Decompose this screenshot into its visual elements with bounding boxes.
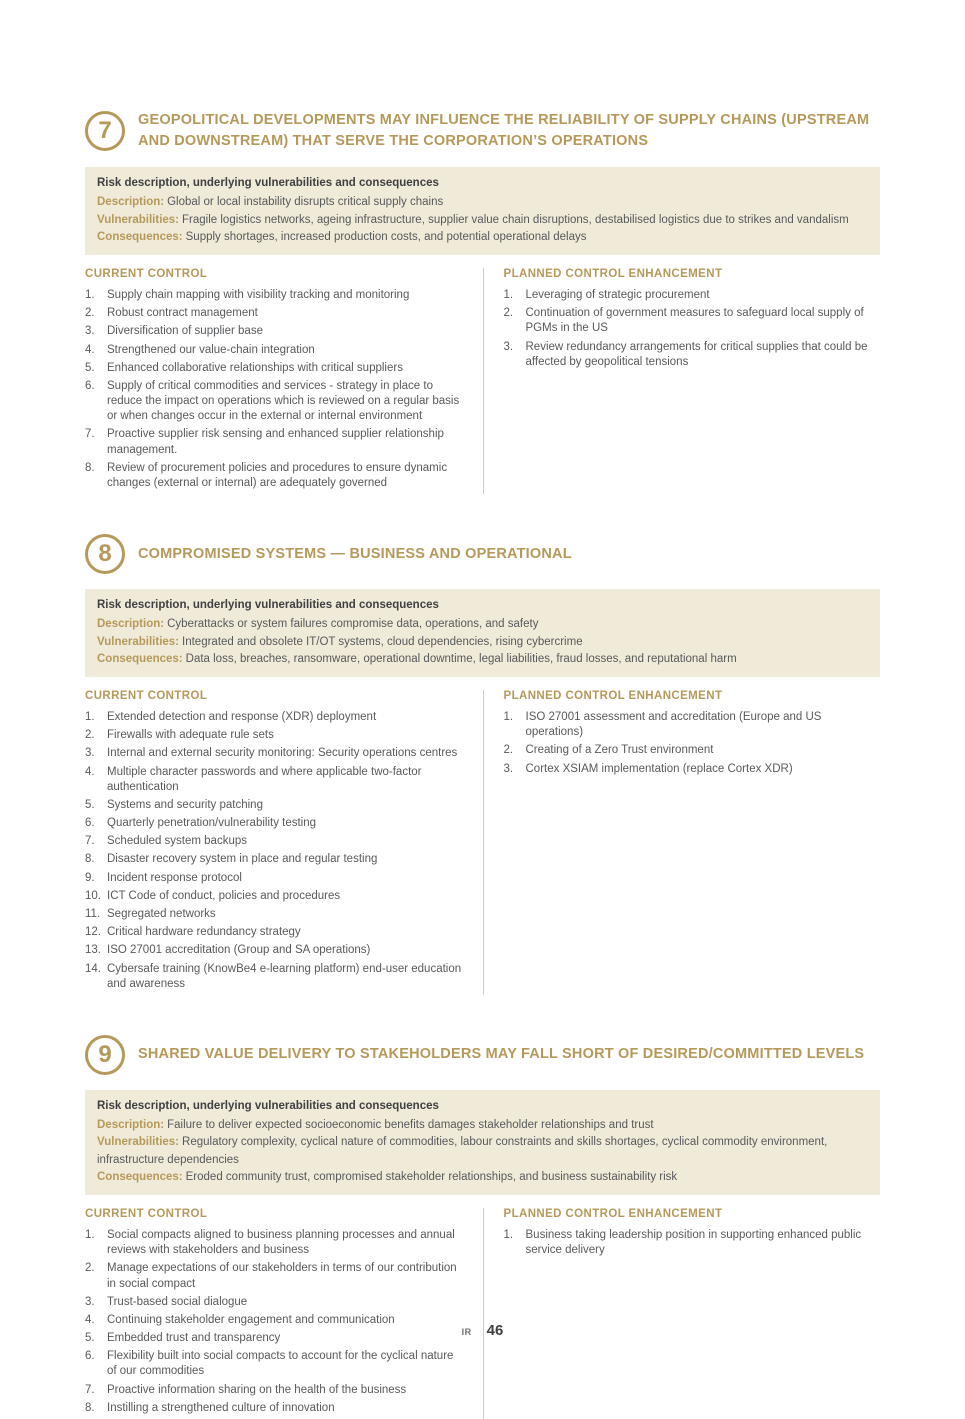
control-list-item: Systems and security patching [107, 798, 263, 811]
current-control-column [85, 690, 483, 995]
risk-description-line [97, 616, 868, 633]
vulnerabilities-text: Integrated and obsolete IT/OT systems, cloud dependencies, rising cybercrime [182, 635, 583, 648]
control-list-item: ISO 27001 accreditation (Group and SA operations) [107, 944, 371, 957]
control-list-item: Business taking leadership position in supporting enhanced public service delivery [525, 1229, 862, 1257]
vulnerabilities-text: Regulatory complexity, cyclical nature of commodities, labour constraints and skills shortages, cyclical commodity environment, infrastructure dependencies [97, 1136, 828, 1166]
control-list-item: Supply chain mapping with visibility tracking and monitoring [107, 289, 410, 302]
control-list-item: Leveraging of strategic procurement [525, 289, 710, 302]
risk-description-line [97, 194, 868, 211]
control-list-item: Manage expectations of our stakeholders in terms of our contribution in social compact [107, 1262, 457, 1290]
control-list-item: Trust-based social dialogue [107, 1295, 248, 1308]
risk-consequences-line [97, 651, 868, 668]
controls-columns [85, 690, 880, 995]
consequences-label: Consequences: [97, 230, 183, 243]
planned-control-header: PLANNED CONTROL ENHANCEMENT [503, 268, 723, 281]
section-title: COMPROMISED SYSTEMS — BUSINESS AND OPERATIONAL [138, 545, 572, 562]
current-control-column [85, 1208, 483, 1419]
risk-number: 7 [98, 117, 112, 145]
control-list-item: Critical hardware redundancy strategy [107, 926, 301, 939]
footer-page-number: 46 [486, 1322, 504, 1339]
section-title: SHARED VALUE DELIVERY TO STAKEHOLDERS MAY FALL SHORT OF DESIRED/COMMITTED LEVELS [138, 1046, 865, 1063]
risk-section-8 [85, 534, 880, 995]
risk-number-badge [85, 1035, 125, 1075]
section-title: GEOPOLITICAL DEVELOPMENTS MAY INFLUENCE THE RELIABILITY OF SUPPLY CHAINS (UPSTREAM AND DOWNSTREAM) THAT SERVE THE CORPORATION’S OPERATIONS [138, 112, 870, 150]
control-list-item: Extended detection and response (XDR) deployment [107, 711, 377, 724]
consequences-label: Consequences: [97, 652, 183, 665]
control-list-item: Robust contract management [107, 307, 258, 320]
section-header [85, 1035, 880, 1075]
planned-control-header: PLANNED CONTROL ENHANCEMENT [503, 1208, 723, 1221]
consequences-label: Consequences: [97, 1170, 183, 1183]
control-list-item: Incident response protocol [107, 871, 242, 884]
footer-report-label: IR [461, 1327, 472, 1337]
control-list-item: Review of procurement policies and procedures to ensure dynamic changes (external or internal) are adequately governed [107, 461, 448, 489]
control-list-item: Firewalls with adequate rule sets [107, 729, 274, 742]
risk-number-badge [85, 111, 125, 151]
vulnerabilities-label: Vulnerabilities: [97, 213, 180, 226]
risk-section-7 [85, 110, 880, 494]
risk-number-badge [85, 534, 125, 574]
control-list-item: Review redundancy arrangements for critical supplies that could be affected by geopolitical tensions [525, 340, 868, 368]
current-control-list [85, 288, 463, 491]
risk-box-header: Risk description, underlying vulnerabilities and consequences [97, 599, 439, 612]
planned-control-list [504, 1228, 881, 1258]
current-control-header: CURRENT CONTROL [85, 268, 208, 281]
current-control-column [85, 268, 483, 494]
planned-control-header: PLANNED CONTROL ENHANCEMENT [503, 690, 723, 703]
risk-section-9 [85, 1035, 880, 1419]
controls-columns [85, 268, 880, 494]
control-list-item: Multiple character passwords and where applicable two-factor authentication [107, 765, 422, 793]
section-header [85, 534, 880, 574]
vulnerabilities-label: Vulnerabilities: [97, 1136, 180, 1149]
control-list-item: Proactive supplier risk sensing and enhanced supplier relationship management. [107, 428, 444, 456]
planned-control-list [504, 288, 881, 370]
control-list-item: Proactive information sharing on the health of the business [107, 1383, 407, 1396]
risk-vulnerabilities-line [97, 1134, 868, 1169]
consequences-text: Data loss, breaches, ransomware, operational downtime, legal liabilities, fraud losses, and reputational harm [185, 652, 737, 665]
control-list-item: Supply of critical commodities and services - strategy in place to reduce the impact on operations which is reviewed on a regular basis or when changes occur in the external or internal environment [107, 379, 460, 423]
page-footer [0, 1322, 965, 1339]
risk-number: 8 [98, 540, 112, 568]
description-label: Description: [97, 196, 165, 209]
planned-control-list [504, 710, 881, 777]
control-list-item: Diversification of supplier base [107, 325, 263, 338]
risk-description-box [85, 1090, 880, 1195]
controls-columns [85, 1208, 880, 1419]
control-list-item: Continuation of government measures to safeguard local supply of PGMs in the US [525, 307, 864, 335]
control-list-item: Cortex XSIAM implementation (replace Cortex XDR) [525, 762, 793, 775]
control-list-item: Social compacts aligned to business planning processes and annual reviews with stakeholders and business [107, 1229, 455, 1257]
control-list-item: Flexibility built into social compacts to account for the cyclical nature of our commodities [107, 1350, 454, 1378]
planned-control-column [483, 1208, 881, 1419]
control-list-item: Continuing stakeholder engagement and communication [107, 1313, 395, 1326]
risk-consequences-line [97, 1169, 868, 1186]
risk-number: 9 [98, 1040, 112, 1068]
control-list-item: Instilling a strengthened culture of innovation [107, 1401, 335, 1414]
risk-description-line [97, 1117, 868, 1134]
risk-description-box [85, 167, 880, 255]
control-list-item: Creating of a Zero Trust environment [525, 744, 714, 757]
control-list-item: Strengthened our value-chain integration [107, 343, 315, 356]
vulnerabilities-text: Fragile logistics networks, ageing infrastructure, supplier value chain disruptions, destabilised logistics due to strikes and vandalism [182, 213, 849, 226]
control-list-item: ICT Code of conduct, policies and procedures [107, 889, 341, 902]
risk-consequences-line [97, 229, 868, 246]
description-text: Cyberattacks or system failures compromise data, operations, and safety [167, 618, 539, 631]
control-list-item: Segregated networks [107, 907, 216, 920]
control-list-item: Enhanced collaborative relationships with critical suppliers [107, 361, 403, 374]
control-list-item: Embedded trust and transparency [107, 1332, 281, 1345]
risk-vulnerabilities-line [97, 634, 868, 651]
control-list-item: Quarterly penetration/vulnerability testing [107, 817, 317, 830]
description-text: Global or local instability disrupts critical supply chains [167, 196, 444, 209]
control-list-item: Cybersafe training (KnowBe4 e-learning platform) end-user education and awareness [107, 962, 462, 990]
current-control-header: CURRENT CONTROL [85, 1208, 208, 1221]
current-control-list [85, 710, 463, 992]
section-header [85, 110, 880, 152]
control-list-item: Internal and external security monitoring: Security operations centres [107, 747, 458, 760]
planned-control-column [483, 690, 881, 995]
control-list-item: ISO 27001 assessment and accreditation (Europe and US operations) [525, 711, 822, 739]
control-list-item: Scheduled system backups [107, 835, 247, 848]
vulnerabilities-label: Vulnerabilities: [97, 635, 180, 648]
planned-control-column [483, 268, 881, 494]
description-label: Description: [97, 618, 165, 631]
risk-vulnerabilities-line [97, 212, 868, 229]
consequences-text: Supply shortages, increased production costs, and potential operational delays [185, 230, 587, 243]
consequences-text: Eroded community trust, compromised stakeholder relationships, and business sustainability risk [185, 1170, 678, 1183]
risk-description-box [85, 589, 880, 677]
description-label: Description: [97, 1119, 165, 1132]
risk-box-header: Risk description, underlying vulnerabilities and consequences [97, 177, 439, 190]
control-list-item: Disaster recovery system in place and regular testing [107, 853, 378, 866]
risk-box-header: Risk description, underlying vulnerabilities and consequences [97, 1099, 439, 1112]
current-control-header: CURRENT CONTROL [85, 690, 208, 703]
description-text: Failure to deliver expected socioeconomic benefits damages stakeholder relationships and trust [167, 1119, 654, 1132]
